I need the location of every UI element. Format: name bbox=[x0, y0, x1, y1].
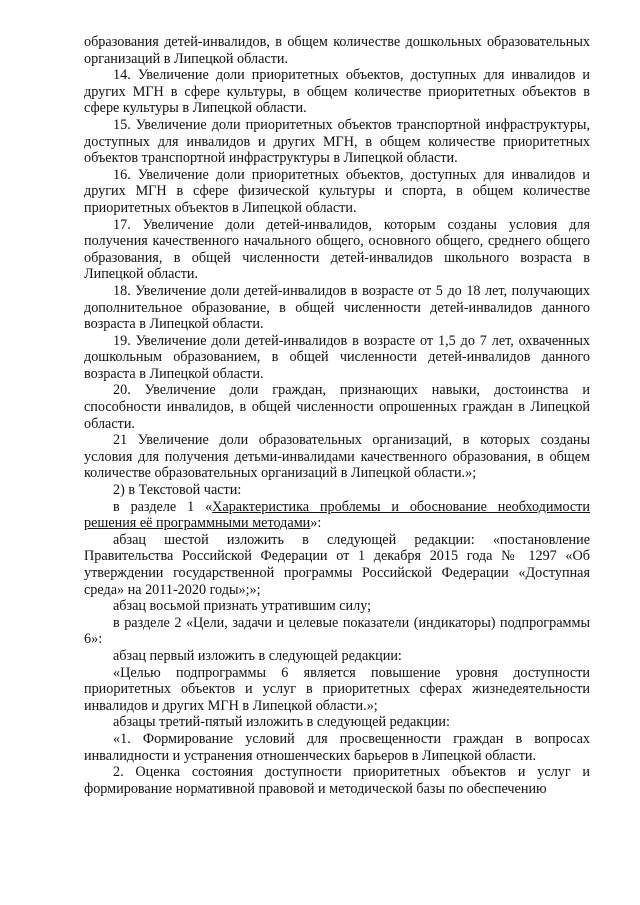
paragraph-18: 18. Увеличение доли детей-инвалидов в возрасте от 5 до 18 лет, получающих дополнительное образование, в общей численности детей-инвалидов данного возраста в Липецкой области. bbox=[84, 282, 590, 333]
paragraph-19: 19. Увеличение доли детей-инвалидов в возрасте от 1,5 до 7 лет, охваченных дошкольным образованием, в общей численности детей-инвалидов данного возраста в Липецкой области. bbox=[84, 332, 590, 382]
paragraph-17: 17. Увеличение доли детей-инвалидов, которым созданы условия для получения качественного начального общего, основного общего, среднего общего образования, в общей численности детей-инвалидов школьного возраста в Липецкой области. bbox=[84, 216, 590, 283]
text-part-heading: 2) в Текстовой части: bbox=[113, 482, 242, 499]
paragraph-eighth-repeal: абзац восьмой признать утратившим силу; bbox=[113, 598, 372, 615]
section-2-reference: в разделе 2 «Цели, задачи и целевые показатели (индикаторы) подпрограммы 6»: bbox=[84, 614, 590, 648]
paragraphs-3-5-amendment: абзацы третий-пятый изложить в следующей редакции: bbox=[113, 714, 450, 731]
section-1-reference: в разделе 1 «Характеристика проблемы и обоснование необходимости решения её программными методами»: bbox=[84, 498, 590, 532]
goal-statement: «Целью подпрограммы 6 является повышение уровня доступности приоритетных объектов и услуг в приоритетных сферах жизнедеятельности инвалидов и других МГН в Липецкой области.»; bbox=[84, 664, 590, 714]
paragraph-20: 20. Увеличение доли граждан, признающих навыки, достоинства и способности инвалидов, в общей численности опрошенных граждан в Липецкой области. bbox=[84, 382, 590, 432]
paragraph-15: 15. Увеличение доли приоритетных объектов транспортной инфраструктуры, доступных для инвалидов и других МГН, в общем количестве приоритетных объектов транспортной инфраструктуры в Липецкой области. bbox=[84, 116, 590, 167]
paragraph-first-amendment: абзац первый изложить в следующей редакции: bbox=[113, 647, 402, 664]
paragraph-13-continuation: образования детей-инвалидов, в общем количестве дошкольных образовательных организаций в Липецкой области. bbox=[84, 34, 590, 67]
paragraph-14: 14. Увеличение доли приоритетных объектов, доступных для инвалидов и других МГН в сфере культуры, в общем количестве приоритетных объектов в сфере культуры в Липецкой области. bbox=[84, 67, 590, 117]
paragraph-16: 16. Увеличение доли приоритетных объектов, доступных для инвалидов и других МГН в сфере физической культуры и спорта, в общем количестве приоритетных объектов в Липецкой области. bbox=[84, 166, 590, 216]
document-body bbox=[84, 34, 590, 797]
paragraph-sixth-amendment: абзац шестой изложить в следующей редакции: «постановление Правительства Российской Федерации от 1 декабря 2015 года № 1297 «Об утверждении государственной программы Российской Федерации «Доступная среда» на 2011-2020 годы»;»; bbox=[84, 531, 590, 598]
task-2: 2. Оценка состояния доступности приоритетных объектов и услуг и формирование нормативной правовой и методической базы по обеспечению bbox=[84, 764, 590, 797]
paragraph-21: 21 Увеличение доли образовательных организаций, в которых созданы условия для получения детьми-инвалидами качественного образования, в общем количестве образовательных организаций в Липецкой области.»; bbox=[84, 432, 590, 482]
task-1: «1. Формирование условий для просвещенности граждан в вопросах инвалидности и устранения отношенческих барьеров в Липецкой области. bbox=[84, 730, 590, 764]
section-1-title-underlined: Характеристика проблемы и обоснование необходимости решения её программными методами bbox=[84, 498, 590, 532]
